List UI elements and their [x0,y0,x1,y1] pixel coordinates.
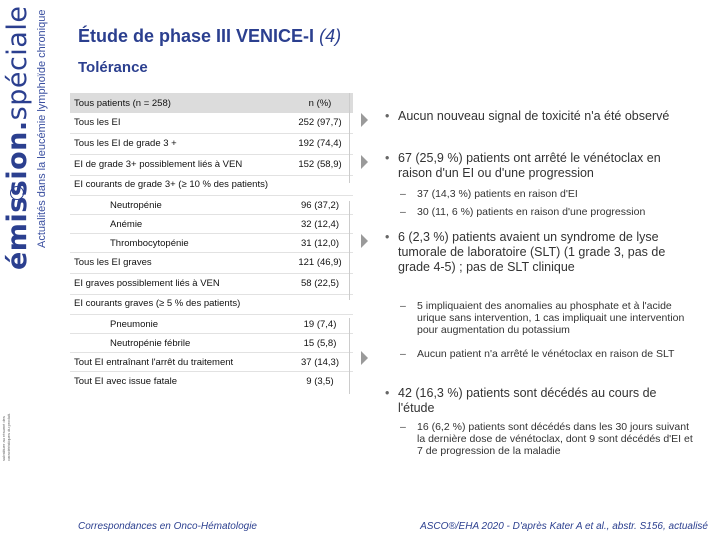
table-row [70,215,353,234]
table-header [70,93,353,113]
brand-speciale: spéciale [2,5,33,121]
bullet-icon: • [385,230,390,244]
row-value: 32 (12,4) [300,219,340,230]
table-row [70,253,353,274]
dash-icon: – [400,188,406,200]
row-label: Tous les EI de grade 3 + [74,138,177,149]
row-value: 252 (97,7) [298,117,342,128]
bullet-text: 67 (25,9 %) patients ont arrêté le vénétoclax en raison d'un EI ou d'une progression [398,151,661,180]
sub-bullet-text: 16 (6,2 %) patients sont décédés dans les 30 jours suivant la dernière dose de vénétoclax, dont 9 sont décédés d'EI et 7 de progression de la maladie [417,421,693,457]
row-label: EI graves possiblement liés à VEN [74,278,220,289]
row-label: Anémie [110,219,143,230]
brand-logo [2,5,33,270]
row-label: EI de grade 3+ possiblement liés à VEN [74,159,243,170]
row-value: 96 (37,2) [300,200,340,211]
row-value: 121 (46,9) [298,257,342,268]
bullet-text: 6 (2,3 %) patients avaient un syndrome de lyse tumorale de laboratoire (SLT) (1 grade 3, pas de grade 4-5) ; pas de SLT clinique [398,230,666,274]
page-title [78,26,341,47]
table-divider [349,318,350,394]
tolerance-table [70,93,353,391]
row-value: 15 (5,8) [303,338,337,349]
table-row [70,196,353,215]
sidebar-subtitle: Actualités dans la leucémie lymphoïde chronique [36,10,48,249]
arrow-right-icon [361,234,368,248]
row-value: 31 (12,0) [300,238,340,249]
row-label: Neutropénie fébrile [110,338,191,349]
arrow-right-icon [361,351,368,365]
table-header-value: n (%) [308,98,332,109]
table-row [70,372,353,391]
bullet-icon: • [385,151,390,165]
row-label: EI courants de grade 3+ (≥ 10 % des patients) [74,179,269,190]
table-row [70,315,353,334]
arrow-right-icon [361,113,368,127]
row-label: EI courants graves (≥ 5 % des patients) [74,298,241,309]
table-row [70,334,353,353]
table-row [70,134,353,155]
row-value: 9 (3,5) [306,376,334,387]
row-value: 192 (74,4) [298,138,342,149]
table-row [70,113,353,134]
sidebar-disclaimer: substituer au résumé des caractéristiques du produit. [1,412,11,461]
sub-bullet-text: 30 (11, 6 %) patients en raison d'une progression [417,206,646,218]
sidebar [0,0,70,540]
dash-icon: – [400,348,406,360]
sub-bullet-text: Aucun patient n'a arrêté le vénétoclax en raison de SLT [417,348,675,360]
row-label: Tous les EI graves [74,257,152,268]
bullet-text: Aucun nouveau signal de toxicité n'a été observé [398,109,670,123]
arrow-right-icon [361,155,368,169]
page-title-main: Étude de phase III VENICE-I [78,26,315,46]
table-divider [349,201,350,258]
table-row [70,353,353,372]
brand-main: émission [2,131,33,270]
footer-reference: ASCO®/EHA 2020 - D'après Kater A et al., abstr. S156, actualisé [420,521,708,532]
dash-icon: – [400,206,406,218]
table-group-row [70,176,353,196]
section-heading: Tolérance [78,59,148,76]
sub-bullet-text: 37 (14,3 %) patients en raison d'EI [417,188,578,200]
row-label: Tout EI entraînant l'arrêt du traitement [74,357,234,368]
table-row [70,234,353,253]
row-label: Neutropénie [110,200,162,211]
row-label: Tous les EI [74,117,121,128]
row-label: Tout EI avec issue fatale [74,376,177,387]
row-value: 58 (22,5) [300,278,340,289]
row-label: Pneumonie [110,319,159,330]
brand-circle-icon [10,186,24,200]
row-value: 19 (7,4) [303,319,337,330]
bullet-icon: • [385,386,390,400]
brand-dot: . [2,120,33,132]
table-row [70,155,353,176]
table-divider [349,258,350,300]
row-value: 152 (58,9) [298,159,342,170]
page-title-ref: (4) [319,26,342,46]
table-group-row [70,295,353,315]
row-value: 37 (14,3) [300,357,340,368]
dash-icon: – [400,300,406,312]
table-row [70,274,353,295]
table-header-label: Tous patients (n = 258) [74,98,171,109]
bullet-icon: • [385,109,390,123]
row-label: Thrombocytopénie [110,238,189,249]
table-divider [349,93,350,183]
sub-bullet-text: 5 impliquaient des anomalies au phosphate et à l'acide urique sans intervention, 1 cas impliquait une intervention pour augmentation du potassium [417,300,685,336]
footer-source: Correspondances en Onco-Hématologie [78,521,257,532]
bullet-text: 42 (16,3 %) patients sont décédés au cours de l'étude [398,386,657,415]
dash-icon: – [400,421,406,433]
